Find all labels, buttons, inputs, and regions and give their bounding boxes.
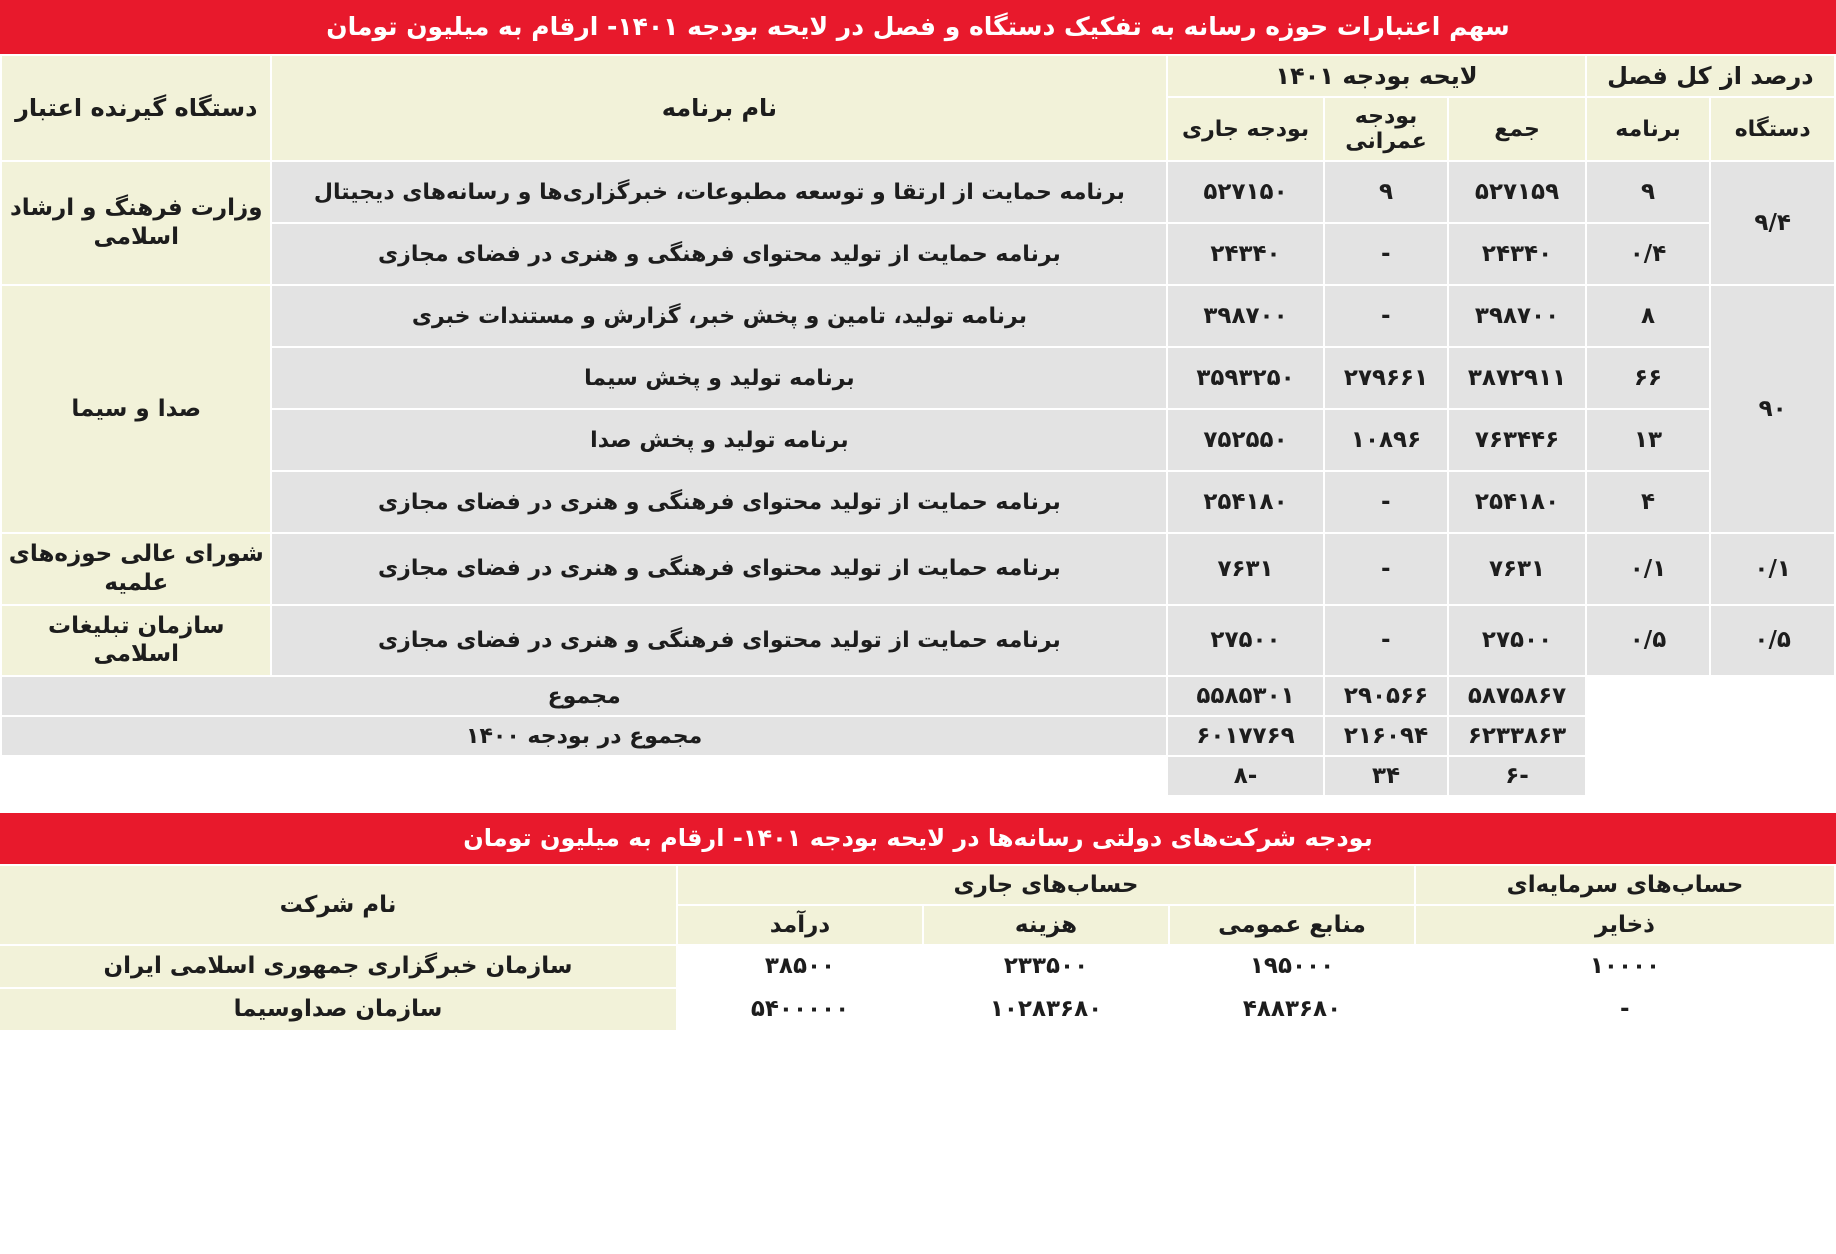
header-current-accounts-group: حساب‌های جاری (677, 865, 1415, 905)
cell-public-resources: ۱۹۵۰۰۰ (1169, 945, 1415, 988)
cell-current: ۶۰۱۷۷۶۹ (1167, 716, 1323, 756)
cell-capital: ۱۰۸۹۶ (1324, 409, 1449, 471)
cell-program-name: برنامه حمایت از تولید محتوای فرهنگی و هنری در فضای مجازی (271, 471, 1167, 533)
header-organization: دستگاه گیرنده اعتبار (1, 55, 271, 161)
table2-header-row-1 (0, 865, 1835, 905)
cell-total: ۵۲۷۱۵۹ (1448, 161, 1585, 223)
header-public-resources: منابع عمومی (1169, 905, 1415, 945)
table-row (1, 533, 1835, 605)
table-row (1, 605, 1835, 677)
cell-organization: شورای عالی حوزه‌های علمیه (1, 533, 271, 605)
cell-program-pct: ۹ (1586, 161, 1711, 223)
cell-program-name: برنامه حمایت از تولید محتوای فرهنگی و هنری در فضای مجازی (271, 605, 1167, 677)
cell-capital: ۹ (1324, 161, 1449, 223)
table-row (1, 347, 1835, 409)
cell-public-resources: ۴۸۸۳۶۸۰ (1169, 988, 1415, 1031)
cell-current: ۲۵۴۱۸۰ (1167, 471, 1323, 533)
cell-income: ۳۸۵۰۰ (677, 945, 923, 988)
cell-organization: وزارت فرهنگ و ارشاد اسلامی (1, 161, 271, 285)
cell-total: ۲۴۳۴۰ (1448, 223, 1585, 285)
cell-program-pct: ۰/۴ (1586, 223, 1711, 285)
table-row (0, 988, 1835, 1031)
header-program-name: نام برنامه (271, 55, 1167, 161)
header-pct-program: برنامه (1586, 97, 1711, 161)
header-pct-org: دستگاه (1710, 97, 1835, 161)
cell-cost: ۲۳۳۵۰۰ (923, 945, 1169, 988)
header-total: جمع (1448, 97, 1585, 161)
cell-program-name: برنامه حمایت از تولید محتوای فرهنگی و هنری در فضای مجازی (271, 533, 1167, 605)
cell-empty (1586, 676, 1711, 716)
table-row (1, 161, 1835, 223)
state-media-companies-table (0, 864, 1836, 1032)
cell-reserves: ۱۰۰۰۰ (1415, 945, 1835, 988)
cell-program-name: برنامه حمایت از ارتقا و توسعه مطبوعات، خبرگزاری‌ها و رسانه‌های دیجیتال (271, 161, 1167, 223)
cell-reserves: - (1415, 988, 1835, 1031)
cell-income: ۵۴۰۰۰۰۰ (677, 988, 923, 1031)
cell-capital: ۲۱۶۰۹۴ (1324, 716, 1449, 756)
cell-summary-label: مجموع در بودجه ۱۴۰۰ (1, 716, 1167, 756)
table-row (1, 223, 1835, 285)
cell-total: ۲۷۵۰۰ (1448, 605, 1585, 677)
cell-summary-label: مجموع (1, 676, 1167, 716)
cell-org-pct: ۹/۴ (1710, 161, 1835, 285)
cell-company-name: سازمان صداوسیما (0, 988, 677, 1031)
cell-current: -۸ (1167, 756, 1323, 796)
header-cost: هزینه (923, 905, 1169, 945)
cell-summary-label (1, 756, 1167, 796)
cell-company-name: سازمان خبرگزاری جمهوری اسلامی ایران (0, 945, 677, 988)
cell-total: ۷۶۳۴۴۶ (1448, 409, 1585, 471)
header-current-budget: بودجه جاری (1167, 97, 1323, 161)
table-row (1, 471, 1835, 533)
cell-current: ۷۶۳۱ (1167, 533, 1323, 605)
table-summary-row (1, 676, 1835, 716)
cell-current: ۲۷۵۰۰ (1167, 605, 1323, 677)
table-row (1, 285, 1835, 347)
table1-header-row-1 (1, 55, 1835, 97)
cell-current: ۳۵۹۳۲۵۰ (1167, 347, 1323, 409)
cell-cost: ۱۰۲۸۳۶۸۰ (923, 988, 1169, 1031)
cell-total: ۳۹۸۷۰۰ (1448, 285, 1585, 347)
cell-total: -۶ (1448, 756, 1585, 796)
cell-capital: - (1324, 605, 1449, 677)
cell-organization: صدا و سیما (1, 285, 271, 533)
cell-org-pct: ۰/۱ (1710, 533, 1835, 605)
header-bill-group: لایحه بودجه ۱۴۰۱ (1167, 55, 1585, 97)
cell-capital: ۳۴ (1324, 756, 1449, 796)
cell-empty (1710, 676, 1835, 716)
header-capital-budget: بودجه عمرانی (1324, 97, 1449, 161)
cell-program-name: برنامه تولید، تامین و پخش خبر، گزارش و مستندات خبری (271, 285, 1167, 347)
cell-current: ۵۲۷۱۵۰ (1167, 161, 1323, 223)
cell-program-pct: ۱۳ (1586, 409, 1711, 471)
cell-program-pct: ۸ (1586, 285, 1711, 347)
cell-empty (1710, 756, 1835, 796)
table-summary-row (1, 756, 1835, 796)
table-row (0, 945, 1835, 988)
header-income: درآمد (677, 905, 923, 945)
cell-org-pct: ۹۰ (1710, 285, 1835, 533)
cell-capital: - (1324, 471, 1449, 533)
cell-capital: ۲۷۹۶۶۱ (1324, 347, 1449, 409)
table-row (1, 409, 1835, 471)
header-company-name: نام شرکت (0, 865, 677, 945)
cell-program-pct: ۴ (1586, 471, 1711, 533)
cell-program-pct: ۰/۱ (1586, 533, 1711, 605)
cell-total: ۳۸۷۲۹۱۱ (1448, 347, 1585, 409)
header-capital-accounts-group: حساب‌های سرمایه‌ای (1415, 865, 1835, 905)
cell-organization: سازمان تبلیغات اسلامی (1, 605, 271, 677)
header-reserves: ذخایر (1415, 905, 1835, 945)
banner-title-1: سهم اعتبارات حوزه رسانه به تفکیک دستگاه و فصل در لایحه بودجه ۱۴۰۱- ارقام به میلیون تومان (0, 0, 1836, 54)
cell-capital: - (1324, 533, 1449, 605)
cell-program-name: برنامه تولید و پخش صدا (271, 409, 1167, 471)
cell-org-pct: ۰/۵ (1710, 605, 1835, 677)
cell-total: ۷۶۳۱ (1448, 533, 1585, 605)
cell-capital: - (1324, 223, 1449, 285)
header-pct-group: درصد از کل فصل (1586, 55, 1835, 97)
cell-current: ۳۹۸۷۰۰ (1167, 285, 1323, 347)
cell-current: ۷۵۲۵۵۰ (1167, 409, 1323, 471)
cell-capital: ۲۹۰۵۶۶ (1324, 676, 1449, 716)
cell-empty (1586, 756, 1711, 796)
banner-title-2: بودجه شرکت‌های دولتی رسانه‌ها در لایحه بودجه ۱۴۰۱- ارقام به میلیون تومان (0, 813, 1836, 864)
cell-capital: - (1324, 285, 1449, 347)
cell-empty (1710, 716, 1835, 756)
cell-current: ۵۵۸۵۳۰۱ (1167, 676, 1323, 716)
cell-empty (1586, 716, 1711, 756)
cell-total: ۵۸۷۵۸۶۷ (1448, 676, 1585, 716)
cell-total: ۲۵۴۱۸۰ (1448, 471, 1585, 533)
cell-program-pct: ۶۶ (1586, 347, 1711, 409)
cell-program-name: برنامه تولید و پخش سیما (271, 347, 1167, 409)
table-summary-row (1, 716, 1835, 756)
cell-program-name: برنامه حمایت از تولید محتوای فرهنگی و هنری در فضای مجازی (271, 223, 1167, 285)
budget-allocation-table (0, 54, 1836, 797)
cell-current: ۲۴۳۴۰ (1167, 223, 1323, 285)
cell-program-pct: ۰/۵ (1586, 605, 1711, 677)
cell-total: ۶۲۳۳۸۶۳ (1448, 716, 1585, 756)
